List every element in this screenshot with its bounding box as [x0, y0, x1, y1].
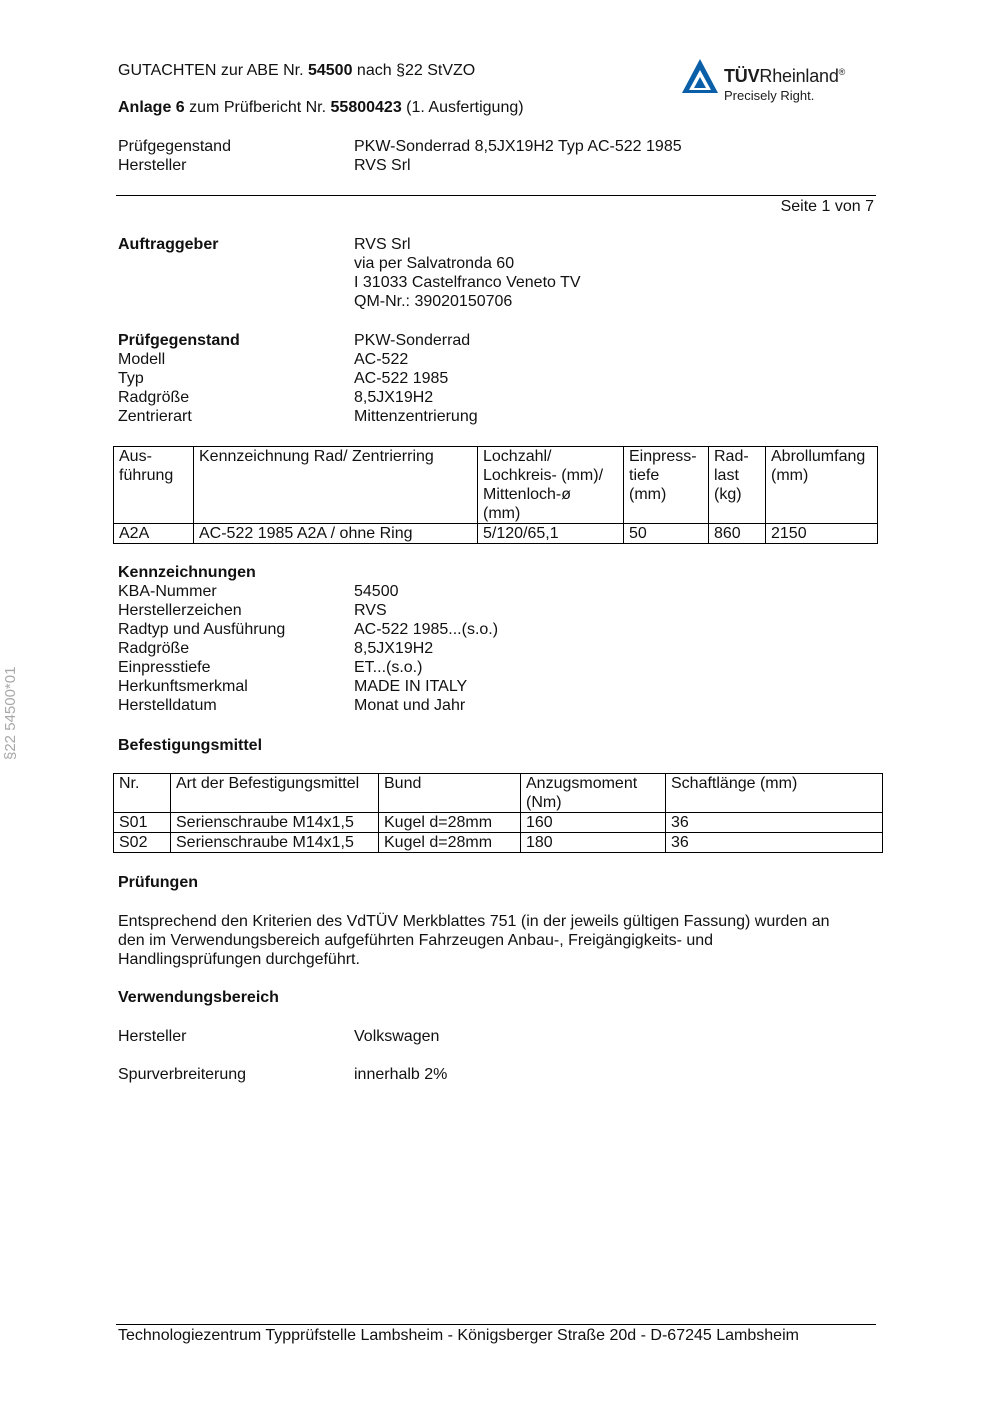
usage-value: innerhalb 2%: [354, 1066, 448, 1083]
table-cell: Kugel d=28mm: [379, 833, 521, 853]
markings-labels: [118, 582, 285, 715]
marking-label: Einpresstiefe: [118, 659, 211, 676]
table-cell: 36: [666, 813, 883, 833]
subject-value: AC-522: [354, 351, 409, 368]
marking-value: 54500: [354, 583, 399, 600]
table-header-cell: Lochzahl/ Lochkreis- (mm)/ Mittenloch-ø (mm): [478, 447, 624, 524]
header-maker-label: Hersteller: [118, 157, 187, 174]
marking-label: Herkunftsmerkmal: [118, 678, 248, 695]
subject-values: [354, 350, 478, 426]
client-address: [354, 235, 581, 311]
table-header-cell: Abrollumfang (mm): [766, 447, 878, 524]
client-street: via per Salvatronda 60: [354, 255, 515, 272]
marking-value: AC-522 1985...(s.o.): [354, 621, 499, 638]
markings-values: [354, 582, 498, 715]
table-cell: 36: [666, 833, 883, 853]
marking-value: MADE IN ITALY: [354, 678, 468, 695]
report-number: 55800423: [330, 99, 402, 116]
subject-value: Mittenzentrierung: [354, 408, 478, 425]
header-maker-value: RVS Srl: [354, 157, 411, 174]
subtitle-mid: zum Prüfbericht Nr.: [189, 99, 327, 116]
usage-label: Spurverbreiterung: [118, 1066, 247, 1083]
tuv-logo: [680, 55, 870, 107]
table-header-cell: Einpress- tiefe (mm): [624, 447, 709, 524]
table-cell: S02: [114, 833, 171, 853]
table-header-row: [114, 774, 883, 813]
variant-table: [113, 446, 878, 544]
table-row: [114, 813, 883, 833]
logo-brand-rest: Rheinland: [759, 66, 839, 86]
subject-value: 8,5JX19H2: [354, 389, 434, 406]
abe-number: 54500: [307, 62, 353, 79]
table-header-cell: Anzugsmoment (Nm): [521, 774, 666, 813]
tests-paragraph: [118, 912, 830, 969]
table-header-cell: Art der Befestigungsmittel: [171, 774, 379, 813]
title-suffix: nach §22 StVZO: [356, 62, 476, 79]
marking-label: KBA-Nummer: [118, 583, 217, 600]
table-cell: AC-522 1985 A2A / ohne Ring: [194, 524, 478, 544]
table-cell: S01: [114, 813, 171, 833]
header-subject-value: PKW-Sonderrad 8,5JX19H2 Typ AC-522 1985: [354, 138, 682, 155]
header-divider: [116, 195, 876, 196]
document-title: [118, 61, 475, 80]
fasteners-heading: Befestigungsmittel: [118, 737, 263, 754]
table-cell: Serienschraube M14x1,5: [171, 833, 379, 853]
tests-heading: Prüfungen: [118, 874, 198, 891]
title-prefix: GUTACHTEN zur ABE Nr.: [118, 62, 304, 79]
marking-value: ET...(s.o.): [354, 659, 423, 676]
client-city: I 31033 Castelfranco Veneto TV: [354, 274, 581, 291]
table-cell: Kugel d=28mm: [379, 813, 521, 833]
client-qm-number: QM-Nr.: 39020150706: [354, 293, 513, 310]
table-row: [114, 524, 878, 544]
document-subtitle: [118, 98, 524, 117]
table-header-cell: Schaftlänge (mm): [666, 774, 883, 813]
subject-label: Zentrierart: [118, 408, 192, 425]
subject-heading: Prüfgegenstand: [118, 332, 240, 349]
marking-value: RVS: [354, 602, 387, 619]
table-header-row: [114, 447, 878, 524]
subject-labels: [118, 350, 192, 426]
subject-label: Radgröße: [118, 389, 190, 406]
markings-heading: Kennzeichnungen: [118, 564, 256, 581]
subject-label: Modell: [118, 351, 166, 368]
marking-label: Herstellerzeichen: [118, 602, 242, 619]
marking-label: Radgröße: [118, 640, 190, 657]
logo-brand-bold: TÜV: [724, 66, 760, 86]
marking-value: Monat und Jahr: [354, 697, 466, 714]
client-label: Auftraggeber: [118, 236, 219, 253]
paragraph-line: Handlingsprüfungen durchgeführt.: [118, 951, 360, 968]
table-cell: 860: [709, 524, 766, 544]
subtitle-suffix: (1. Ausfertigung): [406, 99, 524, 116]
footer-address: Technologiezentrum Typprüfstelle Lambsheim - Königsberger Straße 20d - D-67245 Lambsheim: [118, 1327, 799, 1344]
table-cell: 160: [521, 813, 666, 833]
client-name: RVS Srl: [354, 236, 411, 253]
paragraph-line: Entsprechend den Kriterien des VdTÜV Merkblattes 751 (in der jeweils gültigen Fassung) wurden an: [118, 913, 830, 930]
usage-value: Volkswagen: [354, 1028, 440, 1045]
tuv-triangle-icon: [680, 57, 720, 97]
marking-value: 8,5JX19H2: [354, 640, 434, 657]
marking-label: Radtyp und Ausführung: [118, 621, 286, 638]
table-cell: Serienschraube M14x1,5: [171, 813, 379, 833]
table-header-cell: Rad- last (kg): [709, 447, 766, 524]
page-number: Seite 1 von 7: [780, 198, 874, 215]
logo-tagline: Precisely Right.: [724, 88, 815, 103]
table-row: [114, 833, 883, 853]
table-cell: 5/120/65,1: [478, 524, 624, 544]
subject-label: Typ: [118, 370, 144, 387]
table-cell: 50: [624, 524, 709, 544]
paragraph-line: den im Verwendungsbereich aufgeführten Fahrzeugen Anbau-, Freigängigkeits- und: [118, 932, 714, 949]
logo-brand: [724, 63, 845, 86]
table-header-cell: Bund: [379, 774, 521, 813]
table-cell: A2A: [114, 524, 194, 544]
table-header-cell: Kennzeichnung Rad/ Zentrierring: [194, 447, 478, 524]
annex-label: Anlage 6: [118, 99, 185, 116]
logo-registered: ®: [838, 67, 846, 77]
footer-divider: [116, 1324, 876, 1325]
fasteners-table: [113, 773, 883, 853]
table-header-cell: Nr.: [114, 774, 171, 813]
header-subject-label: Prüfgegenstand: [118, 138, 231, 155]
usage-heading: Verwendungsbereich: [118, 989, 279, 1006]
side-reference: §22 54500*01: [2, 666, 19, 760]
subject-heading-value: PKW-Sonderrad: [354, 332, 471, 349]
usage-label: Hersteller: [118, 1028, 187, 1045]
table-cell: 2150: [766, 524, 878, 544]
marking-label: Herstelldatum: [118, 697, 217, 714]
table-header-cell: Aus- führung: [114, 447, 194, 524]
subject-value: AC-522 1985: [354, 370, 449, 387]
table-cell: 180: [521, 833, 666, 853]
